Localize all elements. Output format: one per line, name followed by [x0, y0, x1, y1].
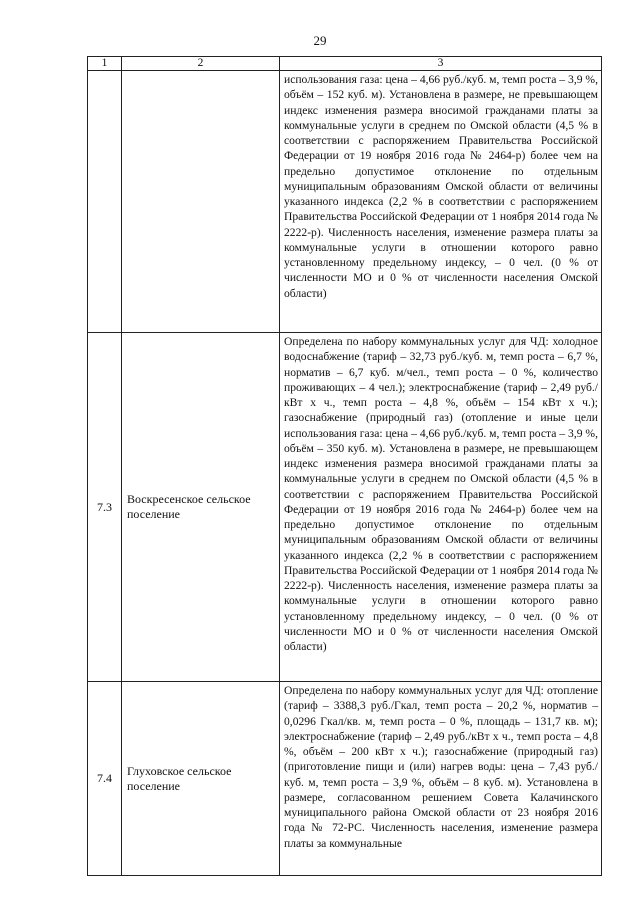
column-header-2: 2: [122, 57, 280, 71]
row-number: 7.4: [88, 682, 122, 876]
page-number: 29: [313, 33, 327, 48]
table-row: [88, 682, 602, 876]
row-number: 7.3: [88, 333, 122, 682]
column-header-3: 3: [280, 57, 602, 71]
row-number: [88, 71, 122, 333]
column-header-1: 1: [88, 57, 122, 71]
table-row: [88, 333, 602, 682]
table-row: [88, 71, 602, 333]
tariff-table: [87, 56, 602, 876]
settlement-name: Глуховское сельское поселение: [122, 682, 280, 876]
row-description: использования газа: цена – 4,66 руб./куб. м, темп роста – 3,9 %, объём – 152 куб. м). Установлена в размере, не превышающем индекс изменения размера вносимой гражданами платы за коммунальные услуги в среднем по Омской области (4,5 % в соответствии с распоряжением Правительства Российской Федерации от 19 ноября 2016 года № 2464-р) более чем на предельно допустимое отклонение по отдельным муниципальным образованиям Омской области от величины указанного индекса (2,2 % в соответствии с распоряжением Правительства Российской Федерации от 1 ноября 2014 года № 2222-р). Численность населения, изменение размера платы за коммунальные услуги в отношении которого равно установленному предельному индексу, – 0 чел. (0 % от численности МО и 0 % от численности населения Омской области): [280, 71, 602, 333]
table-header-row: [88, 57, 602, 71]
row-description: Определена по набору коммунальных услуг для ЧД: холодное водоснабжение (тариф – 32,73 руб./куб. м, темп роста – 6,7 %, норматив – 6,7 куб. м/чел., темп роста – 0 %, количество проживающих – 4 чел.); электроснабжение (тариф – 2,49 руб./кВт х ч., темп роста – 4,8 %, объём – 154 кВт х ч.); газоснабжение (природный газ) (отопление и иные цели использования газа: цена – 4,66 руб./куб. м, темп роста – 3,9 %, объём – 350 куб. м). Установлена в размере, не превышающем индекс изменения размера вносимой гражданами платы за коммунальные услуги в среднем по Омской области (4,5 % в соответствии с распоряжением Правительства Российской Федерации от 19 ноября 2016 года № 2464-р) более чем на предельно допустимое отклонение по отдельным муниципальным образованиям Омской области от величины указанного индекса (2,2 % в соответствии с распоряжением Правительства Российской Федерации от 1 ноября 2014 года № 2222-р). Численность населения, изменение размера платы за коммунальные услуги в отношении которого равно установленному предельному индексу, – 0 чел. (0 % от численности МО и 0 % от численности населения Омской области): [280, 333, 602, 682]
settlement-name: [122, 71, 280, 333]
row-description: Определена по набору коммунальных услуг для ЧД: отопление (тариф – 3388,3 руб./Гкал, темп роста – 20,2 %, норматив – 0,0296 Гкал/кв. м, темп роста – 0 %, площадь – 131,7 кв. м); электроснабжение (тариф – 2,49 руб./кВт х ч., темп роста – 4,8 %, объём – 200 кВт х ч.); газоснабжение (природный газ) (приготовление пищи и (или) нагрев воды: цена – 7,43 руб./куб. м, темп роста – 3,9 %, объём – 8 куб. м). Установлена в размере, согласованном решением Совета Калачинского муниципального района Омской области от 23 ноября 2016 года № 72-РС. Численность населения, изменение размера платы за коммунальные: [280, 682, 602, 876]
settlement-name: Воскресенское сельское поселение: [122, 333, 280, 682]
